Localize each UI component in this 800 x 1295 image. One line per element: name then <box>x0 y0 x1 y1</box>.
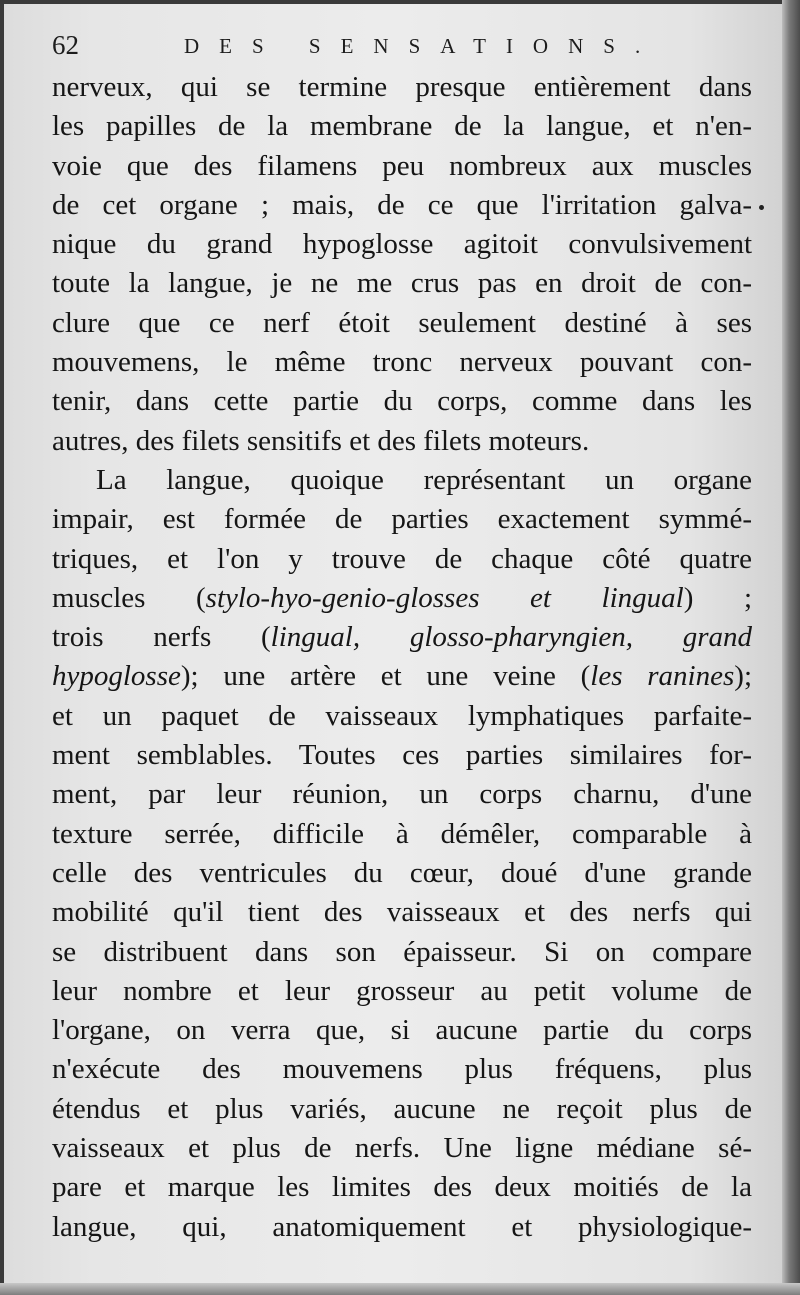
page-header <box>52 30 742 62</box>
italic-text: lingual, glosso-pharyngien, grand <box>270 621 752 654</box>
text-line: les papilles de la membrane de la langue, et n'en- <box>52 110 752 143</box>
text-line: ment, par leur réunion, un corps charnu, d'une <box>52 778 752 811</box>
text-line: triques, et l'on y trouve de chaque côté quatre <box>52 542 752 575</box>
text-line: toute la langue, je ne me crus pas en droit de con- <box>52 267 752 300</box>
text-line: La langue, quoique représentant un organe <box>96 463 752 496</box>
text-line: tenir, dans cette partie du corps, comme dans les <box>52 385 752 418</box>
text-line <box>52 579 752 618</box>
text-line <box>52 657 752 696</box>
italic-text: les ranines <box>590 660 735 693</box>
text-line: voie que des filamens peu nombreux aux muscles <box>52 149 752 182</box>
text-line: mobilité qu'il tient des vaisseaux et des nerfs qui <box>52 896 752 929</box>
text-span: ) ; <box>683 581 752 614</box>
text-span: ); <box>734 660 752 693</box>
running-head: DES SENSATIONS. <box>184 34 661 58</box>
text-line: autres, des filets sensitifs et des filets moteurs. <box>52 424 590 457</box>
text-line: étendus et plus variés, aucune ne reçoit plus de <box>52 1092 752 1125</box>
text-line: mouvemens, le même tronc nerveux pouvant con- <box>52 346 752 379</box>
text-span: trois nerfs ( <box>52 621 271 654</box>
body-text <box>52 68 752 1247</box>
page-edge-shadow <box>782 0 800 1295</box>
text-line: impair, est formée de parties exactement symmé- <box>52 503 752 536</box>
italic-text: hypoglosse <box>52 660 181 693</box>
text-span: muscles ( <box>52 581 206 614</box>
page-number: 62 <box>52 30 79 60</box>
text-span: ); une artère et une veine ( <box>180 660 591 693</box>
page-bottom-shadow <box>0 1283 800 1295</box>
text-line: nique du grand hypoglosse agitoit convulsivement <box>52 228 752 261</box>
text-line: langue, qui, anatomiquement et physiologique- <box>52 1210 752 1243</box>
text-line: de cet organe ; mais, de ce que l'irritation galva- <box>52 188 752 221</box>
text-line: se distribuent dans son épaisseur. Si on compare <box>52 935 752 968</box>
text-line: celle des ventricules du cœur, doué d'une grande <box>52 856 752 889</box>
ink-spot <box>759 205 764 210</box>
text-line: nerveux, qui se termine presque entièrement dans <box>52 71 752 103</box>
text-line: et un paquet de vaisseaux lymphatiques parfaite- <box>52 699 752 732</box>
text-line: texture serrée, difficile à démêler, comparable à <box>52 817 752 850</box>
text-line: vaisseaux et plus de nerfs. Une ligne médiane sé- <box>52 1132 752 1165</box>
text-line <box>52 618 752 657</box>
italic-text: stylo-hyo-genio-glosses et lingual <box>205 581 684 614</box>
text-line: n'exécute des mouvemens plus fréquens, plus <box>52 1053 752 1086</box>
text-line: pare et marque les limites des deux moitiés de la <box>52 1171 752 1204</box>
text-line: ment semblables. Toutes ces parties similaires for- <box>52 739 752 772</box>
text-line: leur nombre et leur grosseur au petit volume de <box>52 974 752 1007</box>
text-line: clure que ce nerf étoit seulement destiné à ses <box>52 306 752 339</box>
text-line: l'organe, on verra que, si aucune partie du corps <box>52 1014 752 1047</box>
